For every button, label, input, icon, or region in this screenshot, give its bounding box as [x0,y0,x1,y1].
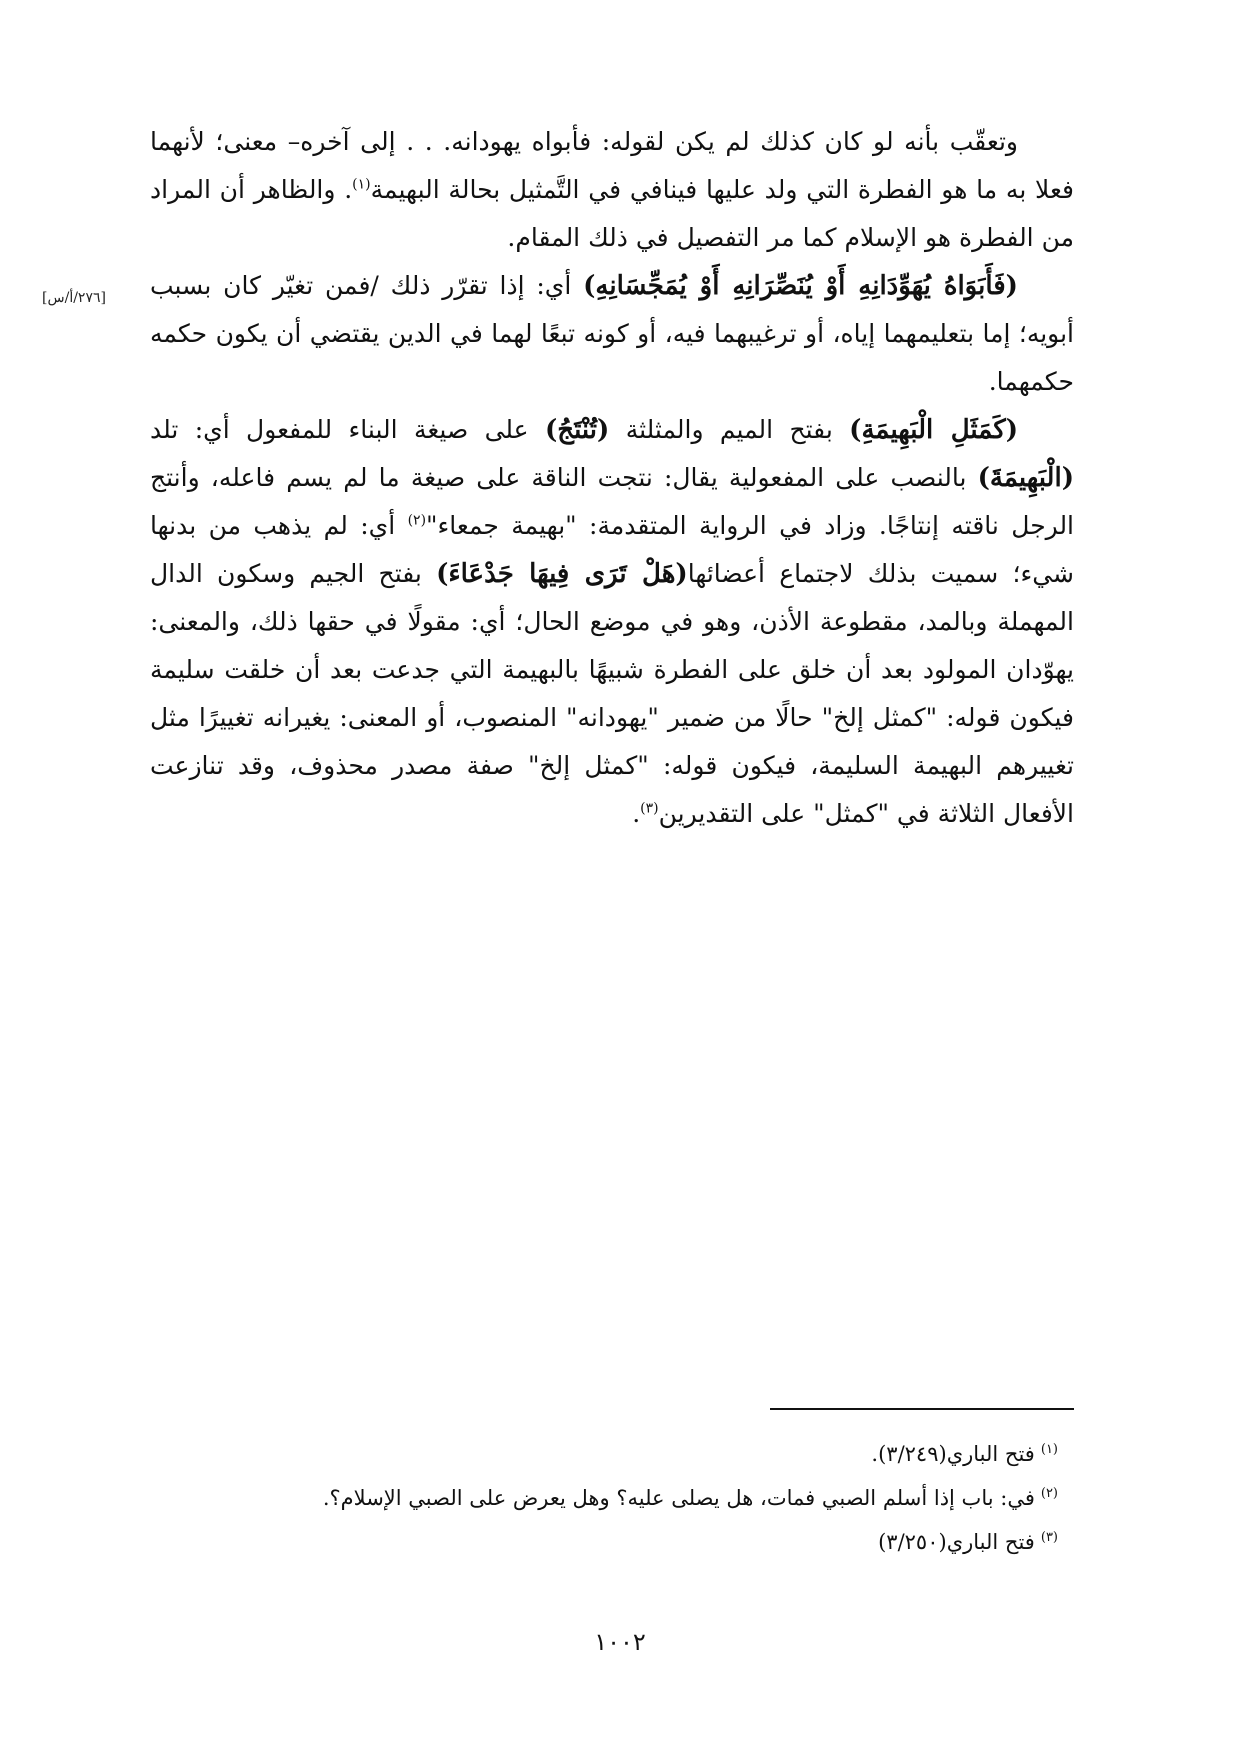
paragraph [150,406,1074,838]
hadith-quote: (الْبَهِيمَةَ) [977,463,1074,493]
footnote-number: (٣) [1040,1530,1058,1545]
footnote-marker: (٣) [640,800,659,817]
text-run: وتعقّب بأنه لو كان كذلك لم يكن لقوله: فأبواه يهودانه. . . إلى آخره– معنى؛ لأنهما فعلا به ما هو الفطرة التي ولد عليها فينافي في التَّمثيل بحالة البهيمة [150,127,1074,204]
text-run: أي: لم يذهب من بدنها شيء؛ سميت بذلك لاجتماع أعضائها [150,511,1074,588]
page-number: ١٠٠٢ [594,1628,646,1656]
hadith-quote: (كَمَثَلِ الْبَهِيمَةِ) [849,415,1018,445]
footnote-marker: (١) [352,176,371,193]
text-run: بفتح الجيم وسكون الدال المهملة وبالمد، مقطوعة الأذن، وهو في موضع الحال؛ أي: مقولًا في حقها ذلك، والمعنى: يهوّدان المولود بعد أن خلق على الفطرة شبيهًا بالبهيمة التي جدعت بعد أن خلقت سليمة فيكون قوله: "كمثل إلخ" حالًا من ضمير "يهودانه" المنصوب، أو المعنى: يغيرانه تغييرًا مثل تغييرهم البهيمة السليمة، فيكون قوله: "كمثل إلخ" صفة مصدر محذوف، وقد تنازعت الأفعال الثلاثة في "كمثل" على التقديرين [150,559,1074,828]
paragraph [150,262,1074,406]
footnote-number: (١) [1040,1442,1058,1457]
footnote-text: فتح الباري(٣/٢٥٠) [878,1530,1035,1554]
text-run: أي: إذا تقرّر ذلك /فمن تغيّر كان بسبب أبويه؛ إما بتعليمهما إياه، أو ترغيبهما فيه، أو كونه تبعًا لهما في الدين يقتضي أن يكون حكمه حكمهما. [150,271,1074,396]
footnote-item [150,1432,1074,1476]
footnote-text: فتح الباري(٣/٢٤٩). [871,1442,1035,1466]
footnote-item [150,1476,1074,1520]
footnote-item [150,1520,1074,1564]
footnotes [150,1432,1074,1564]
hadith-quote: (فَأَبَوَاهُ يُهَوِّدَانِهِ أَوْ يُنَصِّرَانِهِ أَوْ يُمَجِّسَانِهِ) [583,271,1018,301]
text-run: . [632,799,641,828]
text-run: بالنصب على المفعولية يقال: نتجت الناقة على صيغة ما لم يسم فاعله، وأنتج الرجل ناقته إنتاجًا. وزاد في الرواية المتقدمة: "بهيمة جمعاء" [150,463,1075,540]
footnote-marker: (٢) [407,512,427,529]
text-run: بفتح الميم والمثلثة [609,415,850,444]
footnote-number: (٢) [1040,1486,1058,1501]
hadith-quote: (تُنْتَجُ) [544,415,610,445]
manuscript-folio-note: [٢٧٦/أ/س] [42,290,106,306]
footnote-text: في: باب إذا أسلم الصبي فمات، هل يصلى عليه؟ وهل يعرض على الصبي الإسلام؟. [322,1486,1035,1510]
footnote-separator [770,1408,1074,1410]
hadith-quote: (هَلْ تَرَى فِيهَا جَدْعَاءَ) [436,559,688,589]
paragraph [150,118,1074,262]
text-run: على صيغة البناء للمفعول أي: تلد [150,415,545,444]
main-text [150,118,1074,838]
text-run: . والظاهر أن المراد من الفطرة هو الإسلام كما مر التفصيل في ذلك المقام. [150,175,1074,252]
